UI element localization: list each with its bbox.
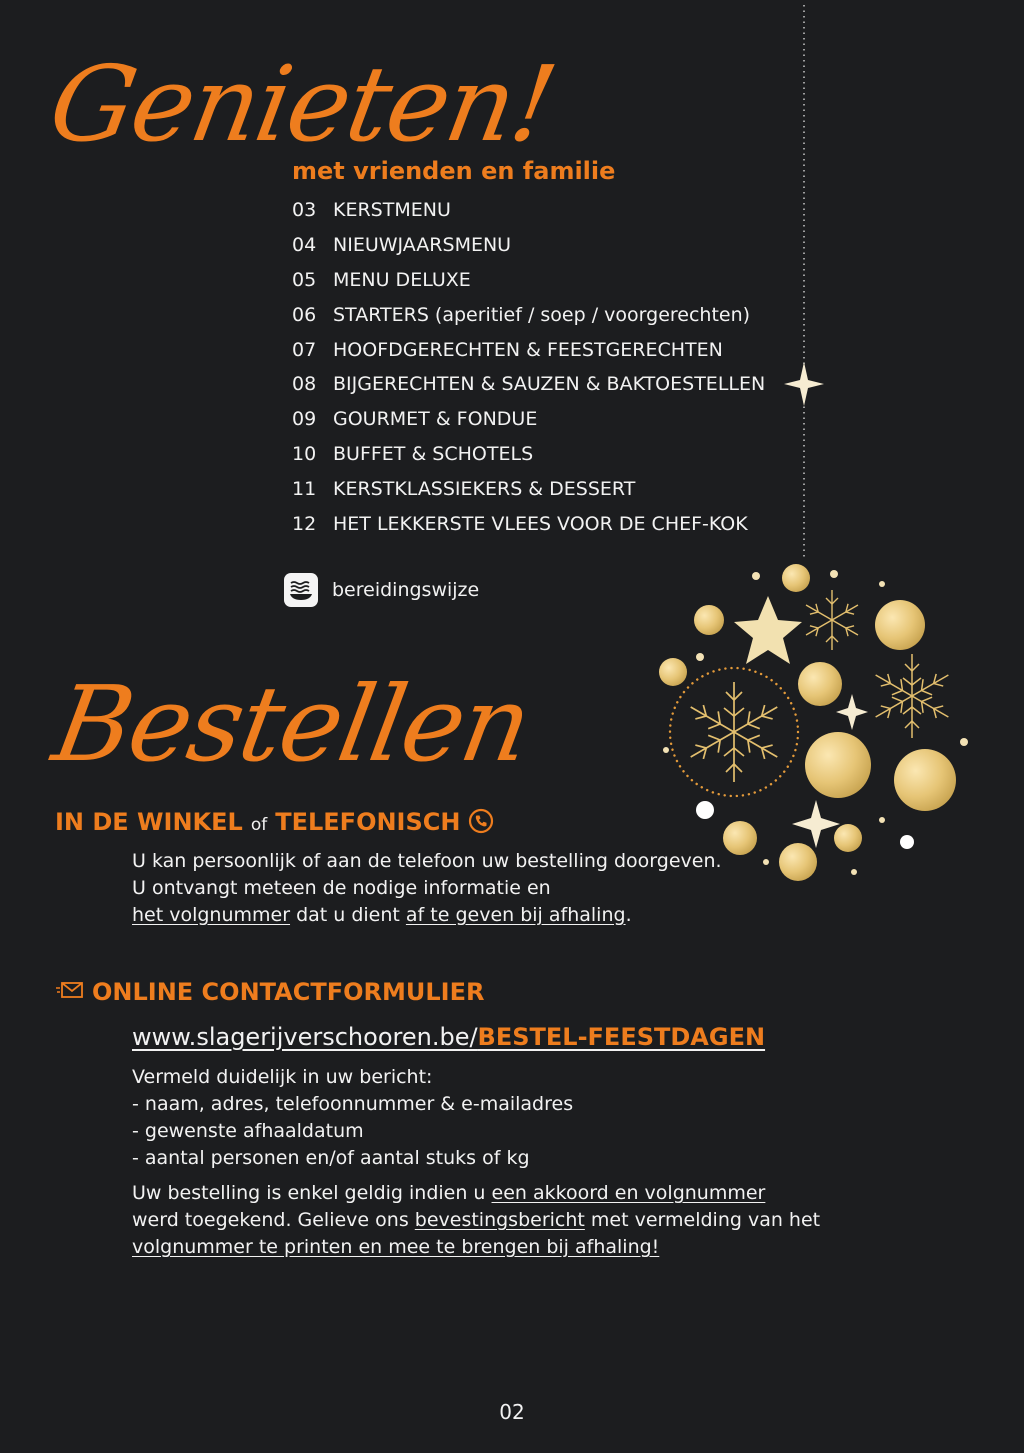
toc-label: BIJGERECHTEN & SAUZEN & BAKTOESTELLEN: [333, 373, 766, 396]
order-url-link[interactable]: [132, 1023, 765, 1051]
ornament-dot-white: [900, 835, 914, 849]
ornament-dot: [830, 570, 838, 578]
heading-online-label: ONLINE CONTACTFORMULIER: [92, 978, 485, 1006]
toc-label: NIEUWJAARSMENU: [333, 233, 512, 256]
toc-page-number: 05: [292, 268, 317, 291]
ornament-ball: [723, 821, 757, 855]
list-item: - aantal personen en/of aantal stuks of kg: [132, 1147, 530, 1169]
list-item: - gewenste afhaaldatum: [132, 1120, 364, 1142]
page-title-genieten: Genieten!: [41, 43, 564, 165]
underlined-text: bevestingsbericht: [414, 1209, 585, 1231]
toc-label: GOURMET & FONDUE: [333, 408, 538, 431]
ornament-ball: [694, 605, 724, 635]
star-icon: [734, 596, 802, 664]
text-line: [132, 1207, 820, 1234]
christmas-ornament-decoration: [640, 0, 1024, 900]
legend-label: bereidingswijze: [332, 579, 480, 601]
heading-store: IN DE WINKEL: [55, 808, 243, 836]
ornament-ball: [805, 732, 871, 798]
underlined-text: volgnummer te printen en mee te brengen bij afhaling!: [132, 1236, 660, 1258]
ornament-ball: [875, 600, 925, 650]
sparkle-icon: [836, 694, 868, 730]
text-line: Vermeld duidelijk in uw bericht:: [132, 1066, 433, 1088]
ornament-ball: [782, 564, 810, 592]
heading-store-phone: [55, 808, 494, 840]
toc-page-number: 03: [292, 199, 317, 221]
envelope-icon: [56, 978, 84, 1006]
snowflake-icon: [871, 654, 953, 738]
text-fragment: Uw bestelling is enkel geldig indien u: [132, 1182, 492, 1204]
toc-page-number: 08: [292, 373, 317, 396]
toc-label: KERSTMENU: [333, 199, 451, 221]
section-title-bestellen: Bestellen: [45, 663, 539, 785]
sparkle-icon: [784, 362, 824, 406]
ornament-dot: [879, 817, 885, 823]
toc-page-number: 04: [292, 233, 317, 256]
snowflake-icon: [803, 590, 861, 650]
ornament-ball: [894, 749, 956, 811]
toc-page-number: 11: [292, 478, 317, 501]
toc-label: MENU DELUXE: [333, 268, 471, 291]
toc-page-number: 06: [292, 303, 317, 326]
toc-label: STARTERS (aperitief / soep / voorgerechten): [333, 303, 751, 326]
list-item: - naam, adres, telefoonnummer & e-mailadres: [132, 1093, 574, 1115]
text-fragment: .: [625, 904, 632, 926]
cooking-method-icon: [284, 573, 318, 607]
subtitle: met vrienden en familie: [292, 157, 616, 185]
heading-of: of: [250, 815, 268, 835]
ornament-dot: [879, 581, 885, 587]
underlined-text: af te geven bij afhaling: [405, 904, 626, 926]
underlined-text: het volgnummer: [132, 904, 291, 926]
ornament-ball: [834, 824, 862, 852]
snowflake-icon: [686, 682, 783, 782]
ornament-dot: [763, 859, 769, 865]
text-line: [132, 902, 722, 929]
page-number: 02: [499, 1400, 525, 1424]
toc-page-number: 10: [292, 443, 317, 466]
phone-icon[interactable]: [468, 808, 494, 840]
toc-label: HOOFDGERECHTEN & FEESTGERECHTEN: [333, 338, 723, 361]
ornament-dot: [696, 653, 704, 661]
ornament-dot-white: [696, 801, 714, 819]
toc-page-number: 07: [292, 338, 317, 361]
store-instructions: [132, 848, 722, 929]
url-base: www.slagerijverschooren.be/: [132, 1023, 478, 1051]
text-line: [132, 1180, 820, 1207]
toc-label: HET LEKKERSTE VLEES VOOR DE CHEF-KOK: [333, 513, 748, 536]
ornament-ball: [798, 662, 842, 706]
text-fragment: werd toegekend. Gelieve ons: [132, 1209, 415, 1231]
underlined-text: een akkoord en volgnummer: [491, 1182, 766, 1204]
toc-page-number: 09: [292, 408, 317, 431]
text-line: [132, 1234, 820, 1261]
text-fragment: met vermelding van het: [584, 1209, 821, 1231]
message-requirements: [132, 1064, 573, 1172]
toc-label: KERSTKLASSIEKERS & DESSERT: [333, 478, 636, 501]
ornament-dot: [752, 572, 760, 580]
ornament-dot: [960, 738, 968, 746]
validity-note: [132, 1180, 820, 1261]
text-line: U kan persoonlijk of aan de telefoon uw bestelling doorgeven.: [132, 850, 722, 872]
text-fragment: dat u dient: [290, 904, 406, 926]
ornament-ball: [779, 843, 817, 881]
heading-online-form: [56, 978, 484, 1006]
toc-page-number: 12: [292, 513, 317, 536]
url-path: BESTEL-FEESTDAGEN: [477, 1023, 766, 1051]
toc-label: BUFFET & SCHOTELS: [333, 443, 534, 466]
text-line: U ontvangt meteen de nodige informatie en: [132, 877, 551, 899]
ornament-ball: [659, 658, 687, 686]
heading-phone: TELEFONISCH: [275, 808, 461, 836]
sparkle-icon: [792, 800, 840, 848]
legend: [284, 573, 479, 607]
ornament-dot: [851, 869, 857, 875]
ornament-dot: [663, 747, 669, 753]
